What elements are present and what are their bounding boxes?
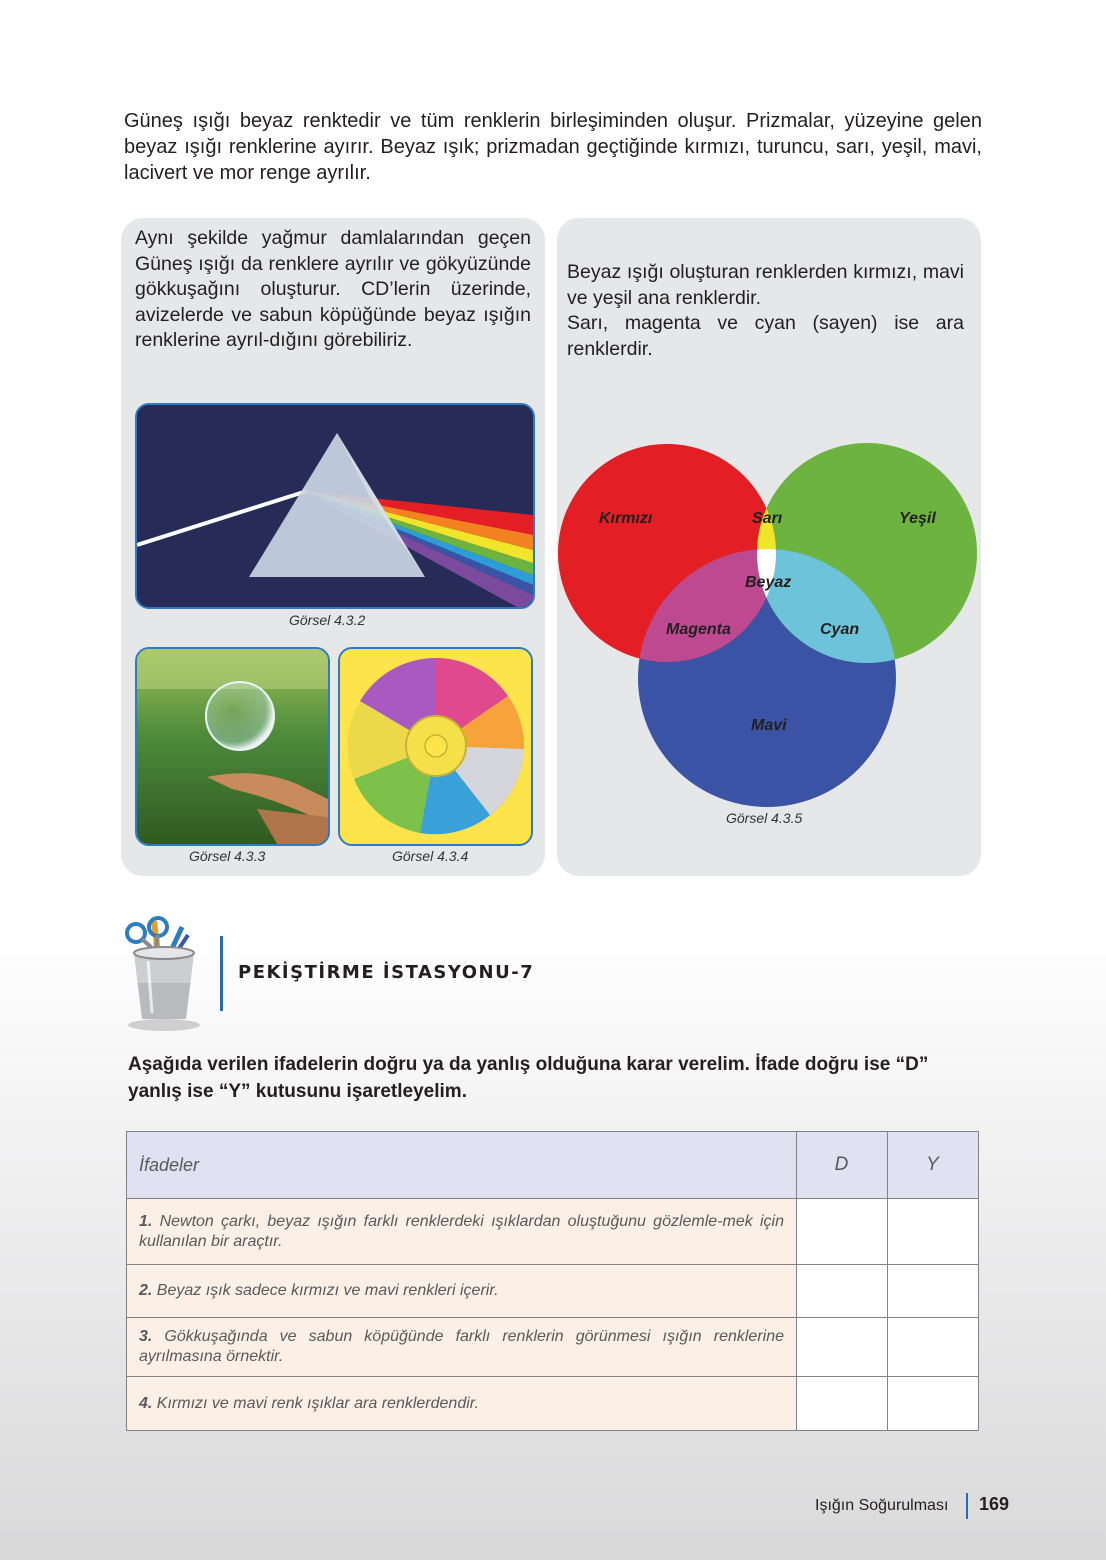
footer-divider [966,1493,968,1519]
statement-number: 1. [139,1212,153,1230]
page-number: 169 [979,1494,1010,1514]
soap-bubble-image [135,647,330,846]
statement-cell [127,1265,797,1318]
left-panel-text: Aynı şekilde yağmur damlalarından geçen Güneş ışığı da renklere ayrılır ve gökyüzünde gökkuşağını oluşturur. CD’lerin üzerinde, avizelerde ve sabun köpüğünde beyaz ışığın renklerine ayrıl-dığını görebiliriz. [135,227,531,352]
caption-prism: Görsel 4.3.2 [289,612,366,628]
right-panel-text-line2: Sarı, magenta ve cyan (sayen) ise ara renklerdir. [567,312,964,360]
header-statements: İfadeler [127,1132,797,1199]
statement-number: 4. [139,1394,153,1412]
table-row [127,1318,979,1377]
table-header-row [127,1132,979,1199]
venn-label-green: Yeşil [899,510,936,527]
station-title: PEKİŞTİRME İSTASYONU-7 [238,962,535,983]
prism-image [135,403,535,609]
table-row [127,1199,979,1265]
statement-text: Newton çarkı, beyaz ışığın farklı renklerdeki ışıklardan oluştuğunu gözlemle-mek için kullanılan bir araçtır. [139,1212,784,1250]
statement-number: 2. [139,1282,153,1299]
color-venn-diagram [557,398,981,818]
caption-venn: Görsel 4.3.5 [726,810,803,826]
table-row [127,1377,979,1431]
answer-box-y[interactable] [888,1265,979,1318]
venn-label-red: Kırmızı [599,510,653,527]
station-divider [220,936,223,1011]
answer-box-d[interactable] [797,1377,888,1431]
header-y: Y [888,1132,979,1199]
answer-box-y[interactable] [888,1318,979,1377]
venn-label-yellow: Sarı [752,510,783,527]
venn-label-magenta: Magenta [666,621,731,638]
cd-image [338,647,533,846]
answer-box-d[interactable] [797,1318,888,1377]
venn-label-white: Beyaz [745,574,792,591]
venn-label-blue: Mavi [751,717,787,734]
right-panel-text [567,260,964,362]
answer-box-y[interactable] [888,1199,979,1265]
left-info-panel [121,218,545,876]
instructions-text: Aşağıda verilen ifadelerin doğru ya da yanlış olduğuna karar verelim. İfade doğru ise “D” yanlış ise “Y” kutusunu işaretleyelim. [128,1054,929,1102]
answer-box-y[interactable] [888,1377,979,1431]
pencil-cup-icon [124,913,204,1038]
table-row [127,1265,979,1318]
caption-bubble: Görsel 4.3.3 [189,848,266,864]
statement-text: Gökkuşağında ve sabun köpüğünde farklı renklerin görünmesi ışığın renklerine ayrılmasına örnektir. [139,1328,784,1365]
statement-cell [127,1377,797,1431]
statement-number: 3. [139,1328,153,1345]
footer-chapter: Işığın Soğurulması [815,1497,949,1514]
intro-paragraph: Güneş ışığı beyaz renktedir ve tüm renklerin birleşiminden oluşur. Prizmalar, yüzeyine gelen beyaz ışığı renklerine ayırır. Beyaz ışık; prizmadan geçtiğinde kırmızı, turuncu, sarı, yeşil, mavi, lacivert ve mor renge ayrılır. [124,110,982,184]
statement-text: Beyaz ışık sadece kırmızı ve mavi renkleri içerir. [152,1282,499,1299]
right-info-panel [557,218,981,876]
right-panel-text-line1: Beyaz ışığı oluşturan renklerden kırmızı, mavi ve yeşil ana renklerdir. [567,261,964,309]
venn-label-cyan: Cyan [820,621,860,638]
statement-cell [127,1318,797,1377]
statement-text: Kırmızı ve mavi renk ışıklar ara renklerdendir. [152,1394,479,1412]
answer-box-d[interactable] [797,1199,888,1265]
statement-cell [127,1199,797,1265]
caption-cd: Görsel 4.3.4 [392,848,469,864]
answer-box-d[interactable] [797,1265,888,1318]
header-d: D [797,1132,888,1199]
true-false-table [126,1131,979,1431]
